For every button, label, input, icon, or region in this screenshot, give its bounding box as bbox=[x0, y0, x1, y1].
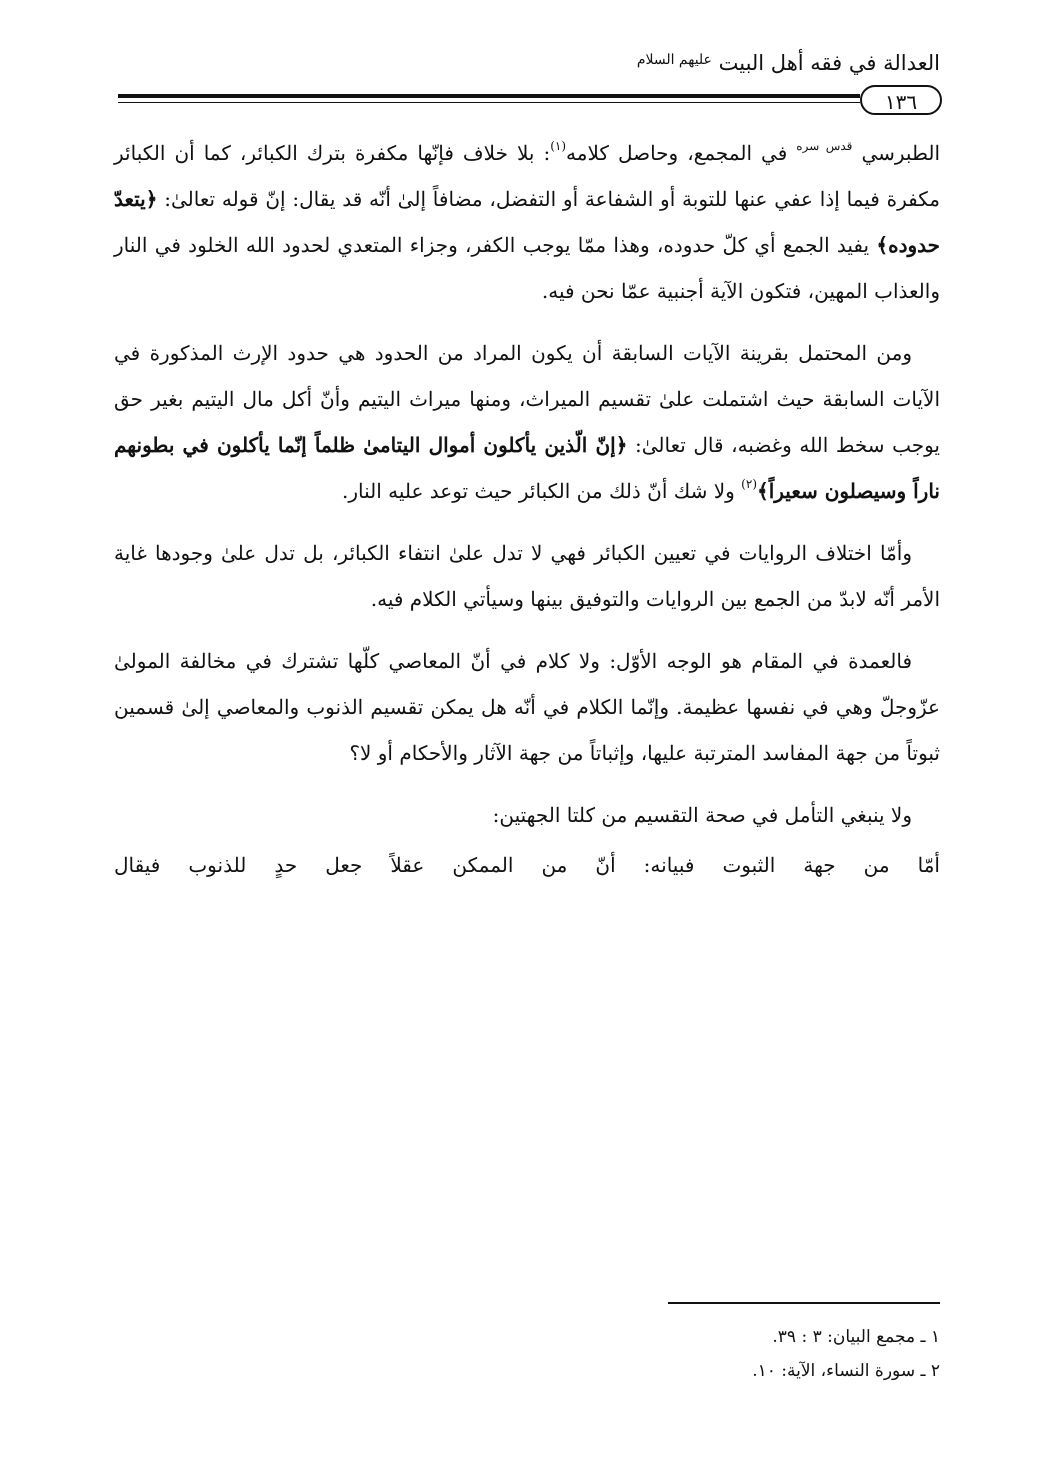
paragraph-6: أمّا من جهة الثبوت فبيانه: أنّ من الممكن عقلاً جعل حدٍ للذنوب فيقال bbox=[114, 853, 940, 877]
footnote-1: ١ ـ مجمع البيان: ٣ : ٣٩. bbox=[772, 1327, 940, 1347]
footnote-rule bbox=[668, 1302, 940, 1304]
main-text bbox=[114, 130, 940, 904]
paragraph-5: ولا ينبغي التأمل في صحة التقسيم من كلتا الجهتين: bbox=[492, 803, 912, 827]
p1-text-a: الطبرسي bbox=[861, 141, 941, 165]
header-honorific: عليهم السلام bbox=[636, 52, 712, 68]
header-rule-thin bbox=[118, 102, 860, 103]
footnotes bbox=[340, 1320, 940, 1388]
footnote-ref-1[interactable]: (١) bbox=[550, 139, 567, 153]
header-title: العدالة في فقه أهل البيت bbox=[718, 51, 940, 75]
footnote-ref-2[interactable]: (٢) bbox=[741, 477, 757, 491]
quran-quote-1: ﴿يتعدّ حدوده﴾ bbox=[114, 187, 940, 257]
paragraph-4: فالعمدة في المقام هو الوجه الأوّل: ولا كلام في أنّ المعاصي كلّها تشترك في مخالفة المولىٰ عزّوجلّ وهي في نفسها عظيمة. وإنّما الكلام في أنّه هل يمكن تقسيم الذنوب والمعاصي إلىٰ قسمين ثبوتاً من جهة المفاسد المترتبة عليها، وإثباتاً من جهة الآثار والأحكام أو لا؟ bbox=[114, 649, 940, 765]
page-number: ١٣٦ bbox=[860, 85, 942, 115]
honorific-mark: قدس سره bbox=[796, 139, 853, 153]
p2-text-b: ولا شك أنّ ذلك من الكبائر حيث توعد عليه النار. bbox=[341, 479, 735, 503]
paragraph-3: وأمّا اختلاف الروايات في تعيين الكبائر فهي لا تدل علىٰ انتفاء الكبائر، بل تدل علىٰ وجودها غاية الأمر أنّه لابدّ من الجمع بين الروايات والتوفيق بينها وسيأتي الكلام فيه. bbox=[114, 541, 940, 611]
p1-text-d: : بلا خلاف فإنّها مكفرة بترك الكبائر، كما أن الكبائر مكفرة فيما إذا عفي عنها للتوبة أو الشفاعة أو التفضل، مضافاً إلىٰ أنّه قد يقال: إنّ قوله تعالىٰ: bbox=[114, 141, 940, 211]
p2-text-a: ومن المحتمل بقرينة الآيات السابقة أن يكون المراد من الحدود هي حدود الإرث المذكورة في الآيات السابقة حيث اشتملت علىٰ تقسيم الميراث، ومنها ميراث اليتيم وأنّ أكل مال اليتيم بغير حق يوجب سخط الله وغضبه، قال تعالىٰ: bbox=[114, 341, 940, 457]
quran-quote-2: ﴿إنّ الّذين يأكلون أموال اليتامىٰ ظلماً إنّما يأكلون في بطونهم ناراً وسيصلون سعيراً﴾ bbox=[114, 433, 940, 503]
footnote-2: ٢ ـ سورة النساء، الآية: ١٠. bbox=[752, 1361, 940, 1381]
paragraph-2 bbox=[114, 330, 940, 514]
p1-text-e: يفيد الجمع أي كلّ حدوده، وهذا ممّا يوجب الكفر، وجزاء المتعدي لحدود الله الخلود في النار والعذاب المهين، فتكون الآية أجنبية عمّا نحن فيه. bbox=[114, 233, 940, 303]
header-rule-thick bbox=[118, 94, 860, 98]
p1-text-c: في المجمع، وحاصل كلامه bbox=[566, 141, 788, 165]
paragraph-1 bbox=[114, 130, 940, 314]
running-header bbox=[637, 46, 940, 77]
